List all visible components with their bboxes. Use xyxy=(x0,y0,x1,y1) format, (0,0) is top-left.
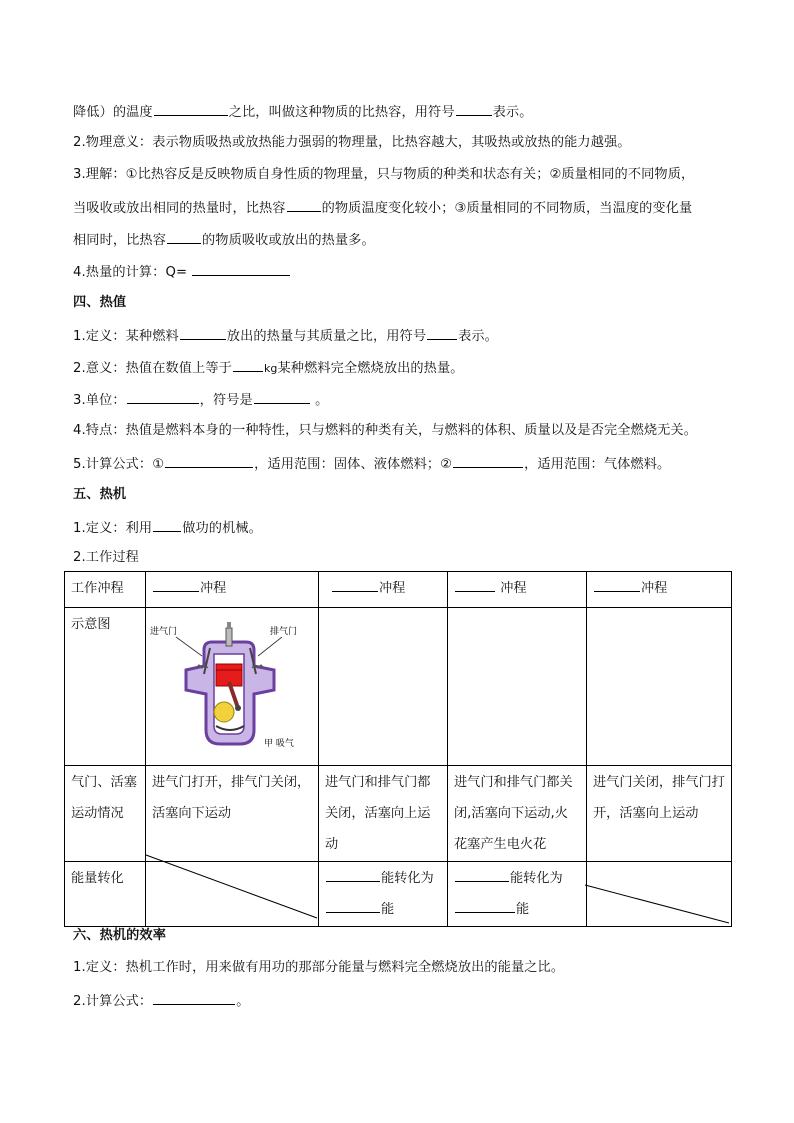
text: 之比，叫做这种物质的比热容，用符号 xyxy=(228,105,455,120)
blank[interactable] xyxy=(233,357,263,372)
exhaust-valve-label: 排气门 xyxy=(270,627,298,637)
blank[interactable] xyxy=(153,577,199,592)
heat-engine-definition xyxy=(73,517,262,539)
diagram-cell-empty xyxy=(587,608,732,766)
text: 的物质吸收或放出的热量多。 xyxy=(202,233,375,248)
blank[interactable] xyxy=(456,101,492,116)
blank[interactable] xyxy=(427,325,457,340)
text: 5.计算公式：① xyxy=(73,457,165,472)
diagram-row xyxy=(65,608,732,766)
heat-value-definition xyxy=(73,325,498,347)
energy-cell-na xyxy=(587,862,732,927)
text: 3.单位： xyxy=(73,393,126,408)
text: 2.意义：热值在数值上等于 xyxy=(73,361,232,376)
blank[interactable] xyxy=(455,867,509,882)
blank[interactable] xyxy=(254,389,310,404)
efficiency-definition: 1.定义：热机工作时，用来做有用功的那部分能量与燃料完全燃烧放出的能量之比。 xyxy=(73,960,565,975)
text: 冲程 xyxy=(641,581,668,596)
text: 能 xyxy=(381,902,395,917)
energy-row xyxy=(65,862,732,927)
text: 表示。 xyxy=(458,329,498,344)
text: 某种燃料完全燃烧放出的热量。 xyxy=(277,361,464,376)
stroke-header xyxy=(146,572,319,608)
blank[interactable] xyxy=(455,577,495,592)
stroke-header xyxy=(587,572,732,608)
text: 冲程 xyxy=(500,581,527,596)
text: ，适用范围：气体燃料。 xyxy=(524,457,671,472)
motion-row xyxy=(65,766,732,862)
leader-line xyxy=(176,637,202,656)
motion-cell-power: 进气门和排气门都关闭,活塞向下运动,火花塞产生电火花 xyxy=(448,766,587,862)
text: 1.定义：某种燃料 xyxy=(73,329,179,344)
energy-cell-compression xyxy=(319,862,448,927)
leader-line xyxy=(258,637,282,656)
crankshaft xyxy=(214,702,234,722)
blank[interactable] xyxy=(127,389,199,404)
blank[interactable] xyxy=(326,867,380,882)
intake-valve-label: 进气门 xyxy=(150,627,178,637)
engine-diagram-cell xyxy=(146,608,319,766)
motion-cell-exhaust: 进气门关闭，排气门打开，活塞向上运动 xyxy=(587,766,732,862)
text: 1.定义：利用 xyxy=(73,521,153,536)
text: 的物质温度变化较小；③质量相同的不同物质，当温度的变化量 xyxy=(321,201,693,216)
engine-intake-diagram xyxy=(146,608,318,753)
blank[interactable] xyxy=(594,577,640,592)
blank[interactable] xyxy=(455,898,515,913)
diagram-cell-empty xyxy=(448,608,587,766)
text: 降低）的温度 xyxy=(73,105,153,120)
stroke-header xyxy=(319,572,448,608)
text: 能 xyxy=(516,902,530,917)
heat-value-meaning xyxy=(73,357,464,379)
text: 做功的机械。 xyxy=(182,521,262,536)
heat-value-formula xyxy=(73,453,670,475)
stroke-table xyxy=(64,571,732,927)
text: ，符号是 xyxy=(199,393,253,408)
ratio-line xyxy=(73,101,533,123)
blank[interactable] xyxy=(165,453,253,468)
text: 冲程 xyxy=(200,581,227,596)
blank[interactable] xyxy=(154,101,228,116)
text: 相同时，比热容 xyxy=(73,233,167,248)
blank[interactable] xyxy=(153,517,181,532)
text: 。 xyxy=(315,393,329,408)
text: 能转化为 xyxy=(381,871,434,886)
diagram-caption: 甲 吸气 xyxy=(264,739,294,749)
efficiency-formula xyxy=(73,990,250,1012)
understanding-line-1: 3.理解：①比热容反是反映物质自身性质的物理量，只与物质的种类和状态有关；②质量相同的不同物质， xyxy=(73,167,695,182)
stroke-header xyxy=(448,572,587,608)
understanding-line-3 xyxy=(73,229,375,251)
spark-plug xyxy=(226,628,232,646)
text: 2.计算公式： xyxy=(73,994,153,1009)
text: ，适用范围：固体、液体燃料；② xyxy=(254,457,453,472)
blank[interactable] xyxy=(192,261,290,276)
meaning-line: 2.物理意义：表示物质吸热或放热能力强弱的物理量，比热容越大，其吸热或放热的能力越强。 xyxy=(73,135,631,150)
text: 放出的热量与其质量之比，用符号 xyxy=(226,329,427,344)
text: 当吸收或放出相同的热量时，比热容 xyxy=(73,201,286,216)
blank[interactable] xyxy=(180,325,226,340)
diagram-cell-empty xyxy=(319,608,448,766)
motion-cell-compression: 进气门和排气门都关闭，活塞向上运动 xyxy=(319,766,448,862)
understanding-line-2 xyxy=(73,197,692,219)
blank[interactable] xyxy=(453,453,523,468)
section-6-title: 六、热机的效率 xyxy=(73,928,167,943)
work-process-label: 2.工作过程 xyxy=(73,550,139,565)
spark-plug-tip xyxy=(227,622,231,629)
blank[interactable] xyxy=(332,577,378,592)
crank-pin xyxy=(235,705,241,711)
section-4-title: 四、热值 xyxy=(73,295,127,310)
heat-value-unit xyxy=(73,389,328,411)
motion-cell-intake: 进气门打开，排气门关闭，活塞向下运动 xyxy=(146,766,319,862)
row-label: 能量转化 xyxy=(65,862,146,927)
text: 。 xyxy=(236,994,250,1009)
energy-cell-na xyxy=(146,862,319,927)
header-row xyxy=(65,572,732,608)
text: kg xyxy=(263,362,278,375)
blank[interactable] xyxy=(287,197,321,212)
section-5-title: 五、热机 xyxy=(73,487,127,502)
blank[interactable] xyxy=(167,229,201,244)
heat-calc-line xyxy=(73,261,291,283)
blank[interactable] xyxy=(153,990,235,1005)
energy-cell-power xyxy=(448,862,587,927)
row-label: 气门、活塞运动情况 xyxy=(65,766,146,862)
text: 表示。 xyxy=(492,105,533,120)
text: 冲程 xyxy=(379,581,406,596)
text: 能转化为 xyxy=(510,871,563,886)
row-label: 示意图 xyxy=(65,608,146,766)
heat-value-feature: 4.特点：热值是燃料本身的一种特性，只与燃料的种类有关，与燃料的体积、质量以及是否完全燃烧无关。 xyxy=(73,423,698,438)
text: 4.热量的计算：Q= xyxy=(73,265,188,280)
header-cell: 工作冲程 xyxy=(65,572,146,608)
blank[interactable] xyxy=(326,898,380,913)
